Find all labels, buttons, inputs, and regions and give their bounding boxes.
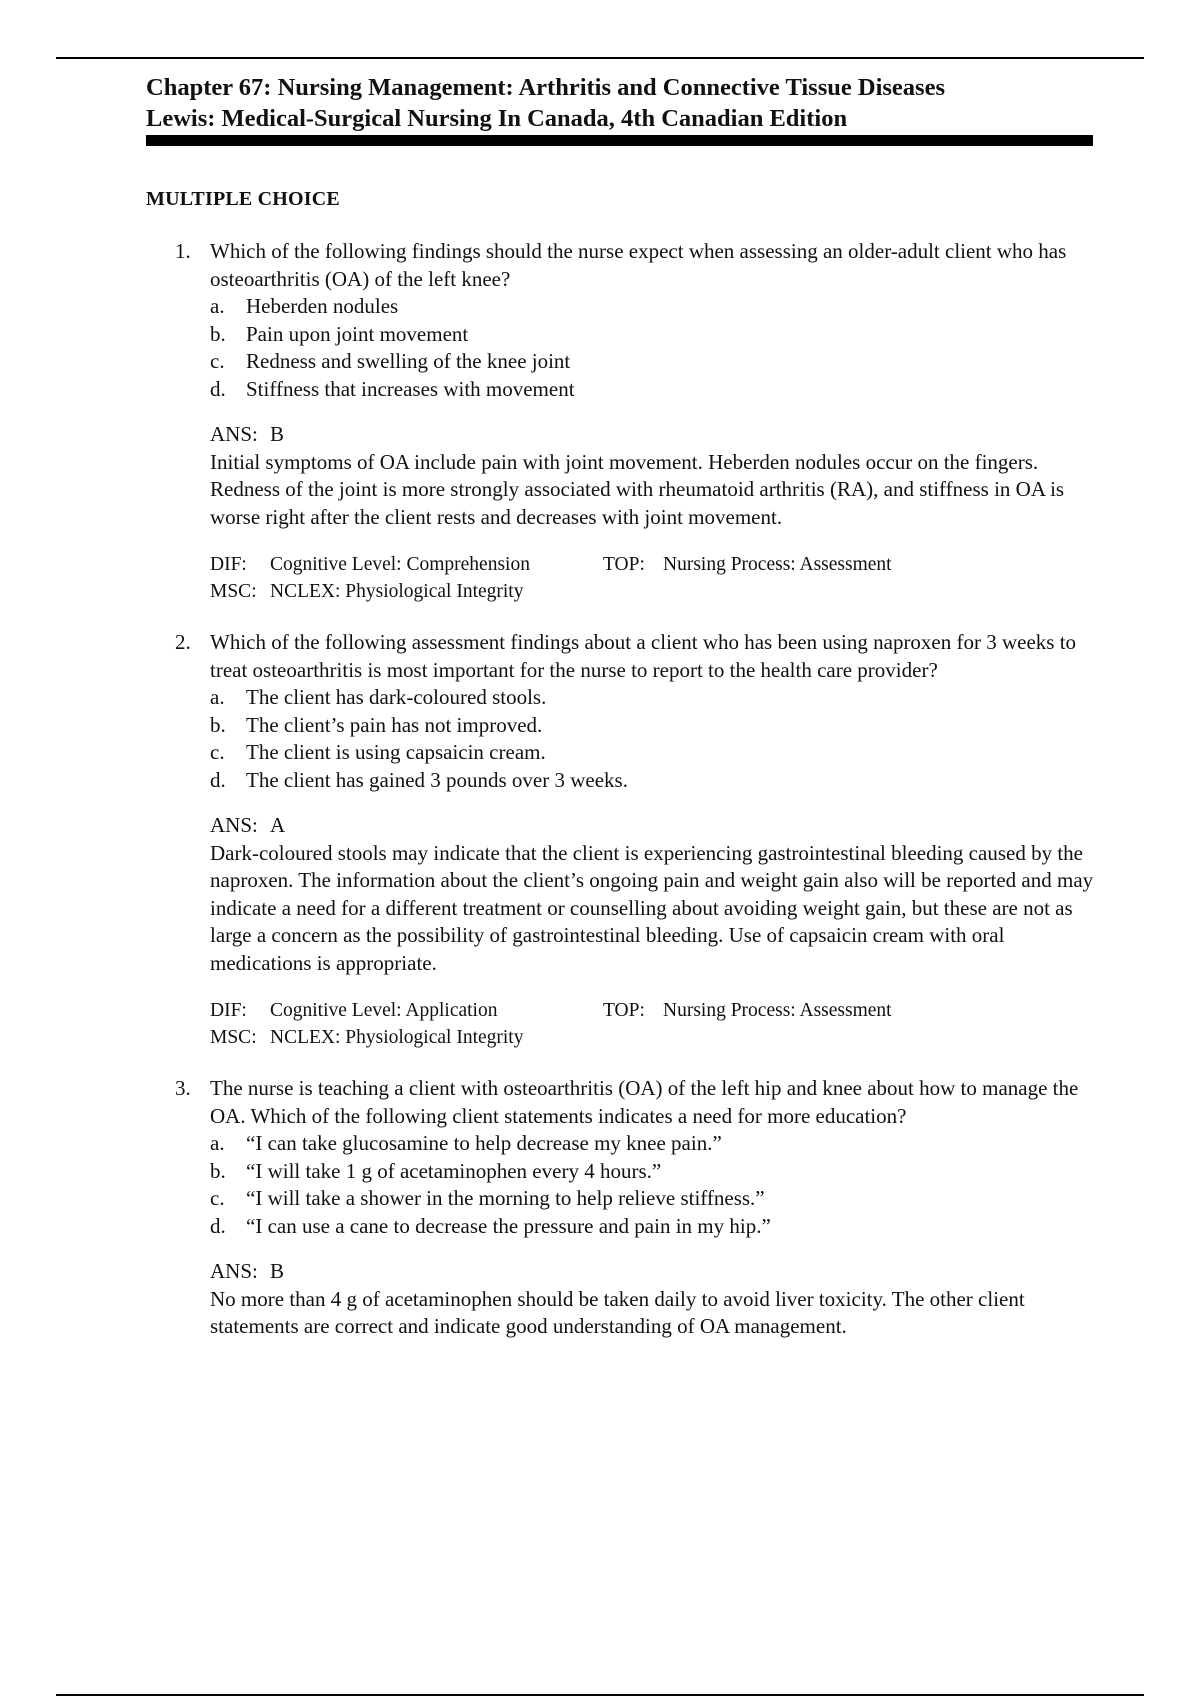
choice-c bbox=[210, 739, 1095, 767]
question-text: Which of the following findings should the nurse expect when assessing an older-adult client who has osteoarthritis (OA) of the left knee? bbox=[210, 239, 1067, 291]
top-rule bbox=[56, 57, 1144, 59]
choice-b bbox=[210, 321, 1095, 349]
answer-value: B bbox=[270, 1259, 285, 1283]
msc-value: NCLEX: Physiological Integrity bbox=[270, 581, 524, 602]
dif-label: DIF: bbox=[210, 1000, 247, 1021]
choice-c bbox=[210, 348, 1095, 376]
choice-list bbox=[210, 293, 1095, 403]
choice-text: Redness and swelling of the knee joint bbox=[246, 349, 571, 373]
question-text: The nurse is teaching a client with osteoarthritis (OA) of the left hip and knee about how to manage the OA. Which of the following client statements indicates a need for more education? bbox=[210, 1076, 1079, 1128]
choice-b bbox=[210, 1158, 1095, 1186]
question-text: Which of the following assessment findings about a client who has been using naproxen for 3 weeks to treat osteoarthritis is most important for the nurse to report to the health care provider? bbox=[210, 630, 1077, 682]
choice-letter: b. bbox=[210, 712, 226, 737]
question-number: 2. bbox=[175, 630, 191, 654]
choice-b bbox=[210, 712, 1095, 740]
choice-letter: d. bbox=[210, 376, 226, 401]
msc-value: NCLEX: Physiological Integrity bbox=[270, 1027, 524, 1048]
rationale: No more than 4 g of acetaminophen should be taken daily to avoid liver toxicity. The other client statements are correct and indicate good understanding of OA management. bbox=[210, 1286, 1025, 1338]
choice-letter: d. bbox=[210, 767, 226, 792]
question-number: 3. bbox=[175, 1076, 191, 1100]
msc-label: MSC: bbox=[210, 581, 257, 602]
msc-label: MSC: bbox=[210, 1027, 257, 1048]
rationale: Dark-coloured stools may indicate that the client is experiencing gastrointestinal bleeding caused by the naproxen. The information about the client’s ongoing pain and weight gain also will be reported and may indicate a need for a different treatment or counselling about avoiding weight gain, but these are not as large a concern as the possibility of gastrointestinal bleeding. Use of capsaicin cream with oral medications is appropriate. bbox=[210, 840, 1094, 975]
choice-text: “I can use a cane to decrease the pressure and pain in my hip.” bbox=[246, 1213, 771, 1238]
choice-d bbox=[210, 1213, 1095, 1241]
dif-value: Cognitive Level: Comprehension bbox=[270, 554, 530, 575]
top-label: TOP: bbox=[603, 1000, 645, 1021]
choice-letter: b. bbox=[210, 1158, 226, 1183]
chapter-title: Chapter 67: Nursing Management: Arthritis and Connective Tissue Diseases bbox=[146, 74, 945, 101]
choice-text: The client has gained 3 pounds over 3 weeks. bbox=[246, 767, 628, 792]
choice-d bbox=[210, 376, 1095, 404]
choice-letter: a. bbox=[210, 685, 225, 709]
header-divider bbox=[146, 135, 1093, 146]
choice-text: Heberden nodules bbox=[246, 294, 399, 318]
choice-letter: b. bbox=[210, 321, 226, 346]
choice-letter: a. bbox=[210, 1131, 225, 1155]
choice-a bbox=[210, 1130, 1095, 1158]
rationale: Initial symptoms of OA include pain with joint movement. Heberden nodules occur on the fingers. Redness of the joint is more strongly associated with rheumatoid arthritis (RA), and stiffness in OA is worse right after the client rests and decreases with joint movement. bbox=[210, 449, 1065, 529]
top-label: TOP: bbox=[603, 554, 645, 575]
choice-text: “I can take glucosamine to help decrease my knee pain.” bbox=[246, 1131, 722, 1155]
choice-text: The client has dark-coloured stools. bbox=[246, 685, 547, 709]
top-value: Nursing Process: Assessment bbox=[663, 1000, 892, 1021]
choice-text: “I will take a shower in the morning to help relieve stiffness.” bbox=[246, 1186, 765, 1210]
answer-value: A bbox=[270, 813, 286, 837]
choice-letter: a. bbox=[210, 294, 225, 318]
choice-letter: c. bbox=[210, 740, 225, 764]
question-2 bbox=[175, 629, 1095, 1051]
top-value: Nursing Process: Assessment bbox=[663, 554, 892, 575]
choice-d bbox=[210, 767, 1095, 795]
choice-list bbox=[210, 684, 1095, 794]
choice-a bbox=[210, 293, 1095, 321]
question-3 bbox=[175, 1075, 1095, 1341]
document-header bbox=[146, 72, 1096, 134]
metadata-block bbox=[210, 551, 1095, 605]
choice-text: Stiffness that increases with movement bbox=[246, 376, 575, 401]
choice-a bbox=[210, 684, 1095, 712]
question-1 bbox=[175, 238, 1095, 605]
dif-label: DIF: bbox=[210, 554, 247, 575]
answer-label: ANS: bbox=[210, 813, 258, 837]
answer-line bbox=[210, 421, 1095, 449]
question-list bbox=[175, 238, 1095, 1365]
section-title: MULTIPLE CHOICE bbox=[146, 188, 340, 210]
choice-text: The client’s pain has not improved. bbox=[246, 712, 543, 737]
choice-letter: c. bbox=[210, 1186, 225, 1210]
choice-text: Pain upon joint movement bbox=[246, 321, 469, 346]
metadata-block bbox=[210, 997, 1095, 1051]
question-number: 1. bbox=[175, 239, 191, 263]
choice-text: The client is using capsaicin cream. bbox=[246, 740, 546, 764]
book-title: Lewis: Medical-Surgical Nursing In Canada, 4th Canadian Edition bbox=[146, 105, 848, 132]
answer-value: B bbox=[270, 422, 285, 446]
bottom-rule bbox=[56, 1694, 1144, 1696]
choice-letter: d. bbox=[210, 1213, 226, 1238]
choice-letter: c. bbox=[210, 349, 225, 373]
answer-line bbox=[210, 1258, 1095, 1286]
choice-list bbox=[210, 1130, 1095, 1240]
dif-value: Cognitive Level: Application bbox=[270, 1000, 498, 1021]
answer-label: ANS: bbox=[210, 422, 258, 446]
choice-text: “I will take 1 g of acetaminophen every 4 hours.” bbox=[246, 1158, 662, 1183]
answer-label: ANS: bbox=[210, 1259, 258, 1283]
answer-line bbox=[210, 812, 1095, 840]
choice-c bbox=[210, 1185, 1095, 1213]
